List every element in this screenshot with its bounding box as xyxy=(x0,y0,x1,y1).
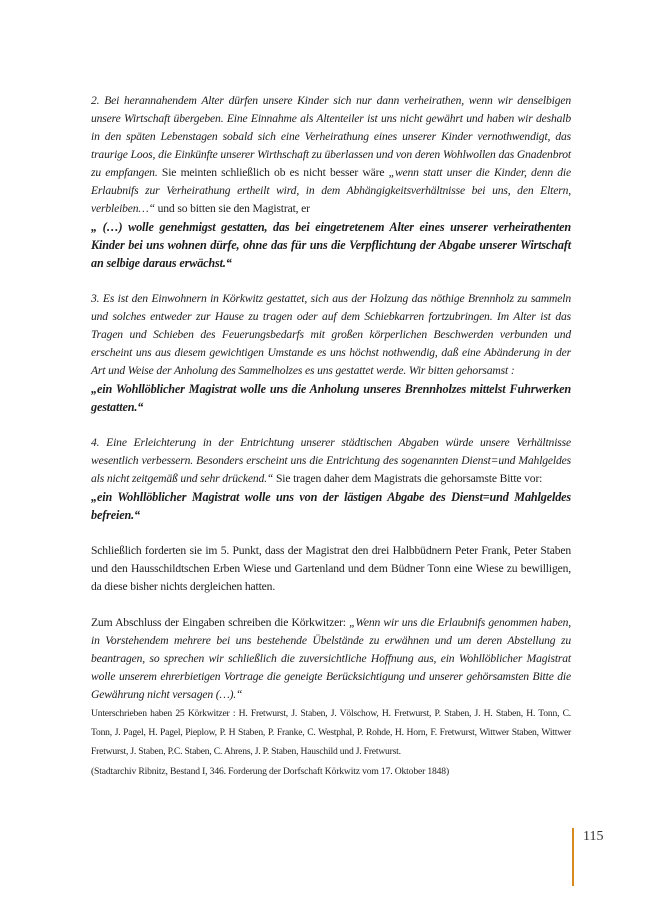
point-2-request: „ (…) wolle genehmigst gestatten, das bei eingetretenem Alter eines unserer verheirathenten Kinder bei uns wohnen dürfe, ohne das für uns die Verpflichtung der Abgabe unserer Wirtschaft an selbige daraus erwächst.“ xyxy=(91,220,571,270)
point-4-text: Sie tragen daher dem Magistrats die gehorsamste Bitte vor: xyxy=(273,472,543,485)
paragraph-point-3: 3. Es ist den Einwohnern in Körkwitz gestattet, sich aus der Holzung das nöthige Brennholz zu sammeln und solches entweder zur Hause zu tragen oder auf dem Schiebkarren fortzubringen. Im Alter ist das Tragen und Schieben des Feuerungsbedarfs mit großen körperlichen Beschwerden verbunden und erscheint uns aus diesem gewichtigen Umstande es uns höchst nothwendig, daß eine Abänderung in der Art und Weise der Anholung des Sammelholzes es uns gestattet werde. Wir bitten gehorsamst : xyxy=(91,292,571,377)
paragraph-point-5: Schließlich forderten sie im 5. Punkt, dass der Magistrat den drei Halbbüdnern Peter Frank, Peter Staben und den Hausschildtschen Erben Wiese und Gartenland und dem Büdner Tonn eine Wiese zu bewilligen, da diese bisher nichts dergleichen hatten. xyxy=(91,544,571,593)
source-citation: (Stadtarchiv Ribnitz, Bestand I, 346. Forderung der Dorfschaft Körkwitz vom 17. Oktober 1848) xyxy=(91,766,449,777)
point-2-quote-b: „wenn statt unser die Kinder, denn die Erlaubnifs zur Verheirathung ertheilt wird, in dem Abhängigkeitsverhältnisse bei uns, den Eltern, verbleiben…“ xyxy=(91,166,571,215)
page-number-rule xyxy=(572,828,574,886)
closing-text: Zum Abschluss der Eingaben schreiben die Körkwitzer: xyxy=(91,616,350,629)
paragraph-point-2 xyxy=(91,92,571,218)
point-2-text-b: und so bitten sie den Magistrat, er xyxy=(154,202,310,215)
page-number: 115 xyxy=(583,829,604,844)
point-4-quote: 4. Eine Erleichterung in der Entrichtung unserer städtischen Abgaben würde unsere Verhältnisse wesentlich verbessern. Besonders erscheint uns die Entrichtung des sogenannten Dienst=und Mahlgeldes als nicht zeitgemäß und sehr drückend.“ xyxy=(91,436,571,485)
signatories-list: Unterschrieben haben 25 Körkwitzer : H. Fretwurst, J. Staben, J. Völschow, H. Fretwurst, P. Staben, J. H. Staben, H. Tonn, C. Tonn, J. Pagel, H. Pagel, Pieplow, P. H Staben, P. Franke, C. Westphal, P. Rohde, H. Horn, F. Fretwurst, Wittwer Staben, Wittwer Fretwurst, J. Staben, P.C. Staben, C. Ahrens, J. P. Staben, Hauschild und J. Fretwurst. xyxy=(91,708,571,757)
point-4-request: „ein Wohllöblicher Magistrat wolle uns von der lästigen Abgabe des Dienst=und Mahlgeldes befreien.“ xyxy=(91,490,571,522)
point-2-quote-a: 2. Bei herannahendem Alter dürfen unsere Kinder sich nur dann verheirathen, wenn wir denselbigen unsere Wirtschaft übergeben. Eine Einnahme als Altenteiler ist uns nicht gewährt und haben wir deshalb in den späten Lebenstagen sobald sich eine Verheirathung eines unserer Kinder vernothwendigt, das traurige Loos, die Einkünfte unserer Wirthschaft zu überlassen und von deren Wohlwollen das Gnadenbrot zu empfangen. xyxy=(91,94,571,179)
paragraph-closing xyxy=(91,614,571,704)
document-body xyxy=(91,92,571,781)
point-2-text-a: Sie meinten schließlich ob es nicht besser wäre xyxy=(157,166,389,179)
closing-quote: „Wenn wir uns die Erlaubnifs genommen haben, in Vorstehendem mehrere bei uns bestehende Übelstände zu erwähnen und um deren Abstellung zu beantragen, so sprechen wir schließlich die zuversichtliche Hoffnung aus, ein Wohllöblicher Magistrat wolle unserem ehrerbietigen Vortrage die geneigte Berücksichtigung und unserer gehörsamsten Bitte die Gewährung nicht versagen (…).“ xyxy=(91,616,571,701)
paragraph-point-4 xyxy=(91,434,571,488)
point-3-request: „ein Wohllöblicher Magistrat wolle uns die Anholung unseres Brennholzes mittelst Fuhrwerken gestatten.“ xyxy=(91,382,571,414)
